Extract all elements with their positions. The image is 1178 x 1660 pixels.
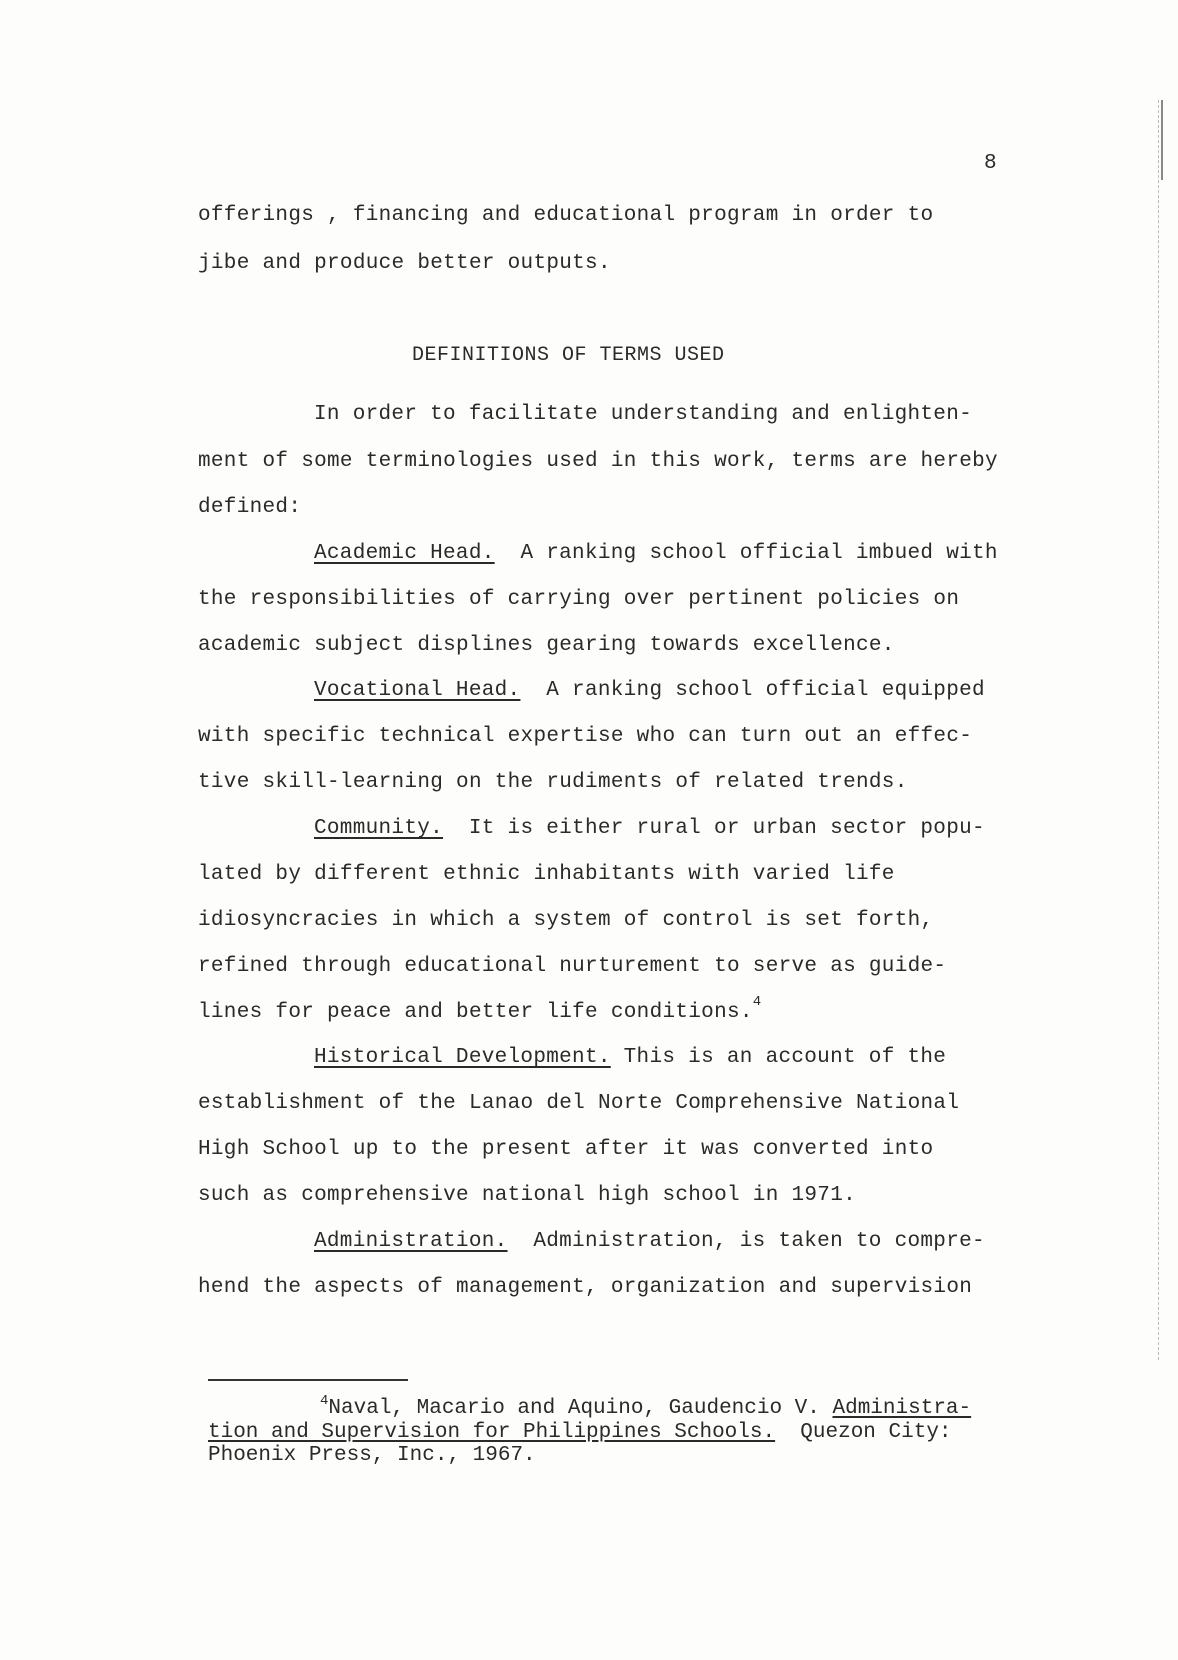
term-community: Community. [314,817,444,840]
definition-line: such as comprehensive national high school in 1971. [198,1184,857,1207]
intro-line-1: offerings , financing and educational program in order to [198,204,934,227]
footnote-line-2 [208,1421,952,1445]
definition-line: lated by different ethnic inhabitants with varied life [198,863,895,886]
definition-line: hend the aspects of management, organization and supervision [198,1276,973,1299]
definition-text: It is either rural or urban sector popu- [443,817,985,840]
footnote-authors: Naval, Macario and Aquino, Gaudencio V. [328,1397,833,1420]
scan-edge-bar [1161,100,1163,180]
footnote-title: Administra- [832,1397,972,1420]
definition-text: Administration, is taken to compre- [507,1230,985,1253]
definition-line: the responsibilities of carrying over pertinent policies on [198,588,960,611]
definition-vocational-head [314,678,985,704]
definition-historical-development [314,1045,946,1071]
definition-line: with specific technical expertise who can turn out an effec- [198,725,973,748]
definition-line: tive skill-learning on the rudiments of related trends. [198,771,908,794]
definition-line: establishment of the Lanao del Norte Comprehensive National [198,1092,960,1115]
definition-line-with-footnote [198,994,762,1027]
definition-text: This is an account of the [610,1046,947,1069]
definition-community [314,816,985,842]
term-vocational-head: Vocational Head. [314,679,521,702]
footnote-divider [208,1379,408,1381]
footnote-line-1 [320,1393,972,1422]
page-number: 8 [984,152,997,175]
footnote-line-3: Phoenix Press, Inc., 1967. [208,1444,536,1467]
footnote-marker: 4 [752,994,762,1010]
definition-line: idiosyncracies in which a system of control is set forth, [198,909,934,932]
preamble-line-1: In order to facilitate understanding and enlighten- [314,403,973,426]
definition-line: High School up to the present after it was converted into [198,1138,934,1161]
intro-line-2: jibe and produce better outputs. [198,252,611,275]
footnote-number: 4 [320,1393,329,1409]
term-administration: Administration. [314,1230,508,1253]
term-academic-head: Academic Head. [314,542,495,565]
footnote-title-cont: tion and Supervision for Philippines Schools. [208,1421,776,1444]
footnote-place: Quezon City: [775,1421,952,1444]
term-historical-development: Historical Development. [314,1046,611,1069]
section-heading: DEFINITIONS OF TERMS USED [412,344,725,367]
definition-text: A ranking school official imbued with [494,542,998,565]
definition-academic-head [314,541,998,567]
preamble-line-3: defined: [198,496,302,519]
definition-line: academic subject displines gearing towards excellence. [198,634,895,657]
preamble-line-2: ment of some terminologies used in this work, terms are hereby [198,450,998,473]
definition-text: lines for peace and better life conditions. [198,1001,753,1024]
definition-administration [314,1229,985,1255]
definition-line: refined through educational nurturement to serve as guide- [198,955,947,978]
definition-text: A ranking school official equipped [520,679,985,702]
scan-edge-mark [1158,100,1160,1360]
